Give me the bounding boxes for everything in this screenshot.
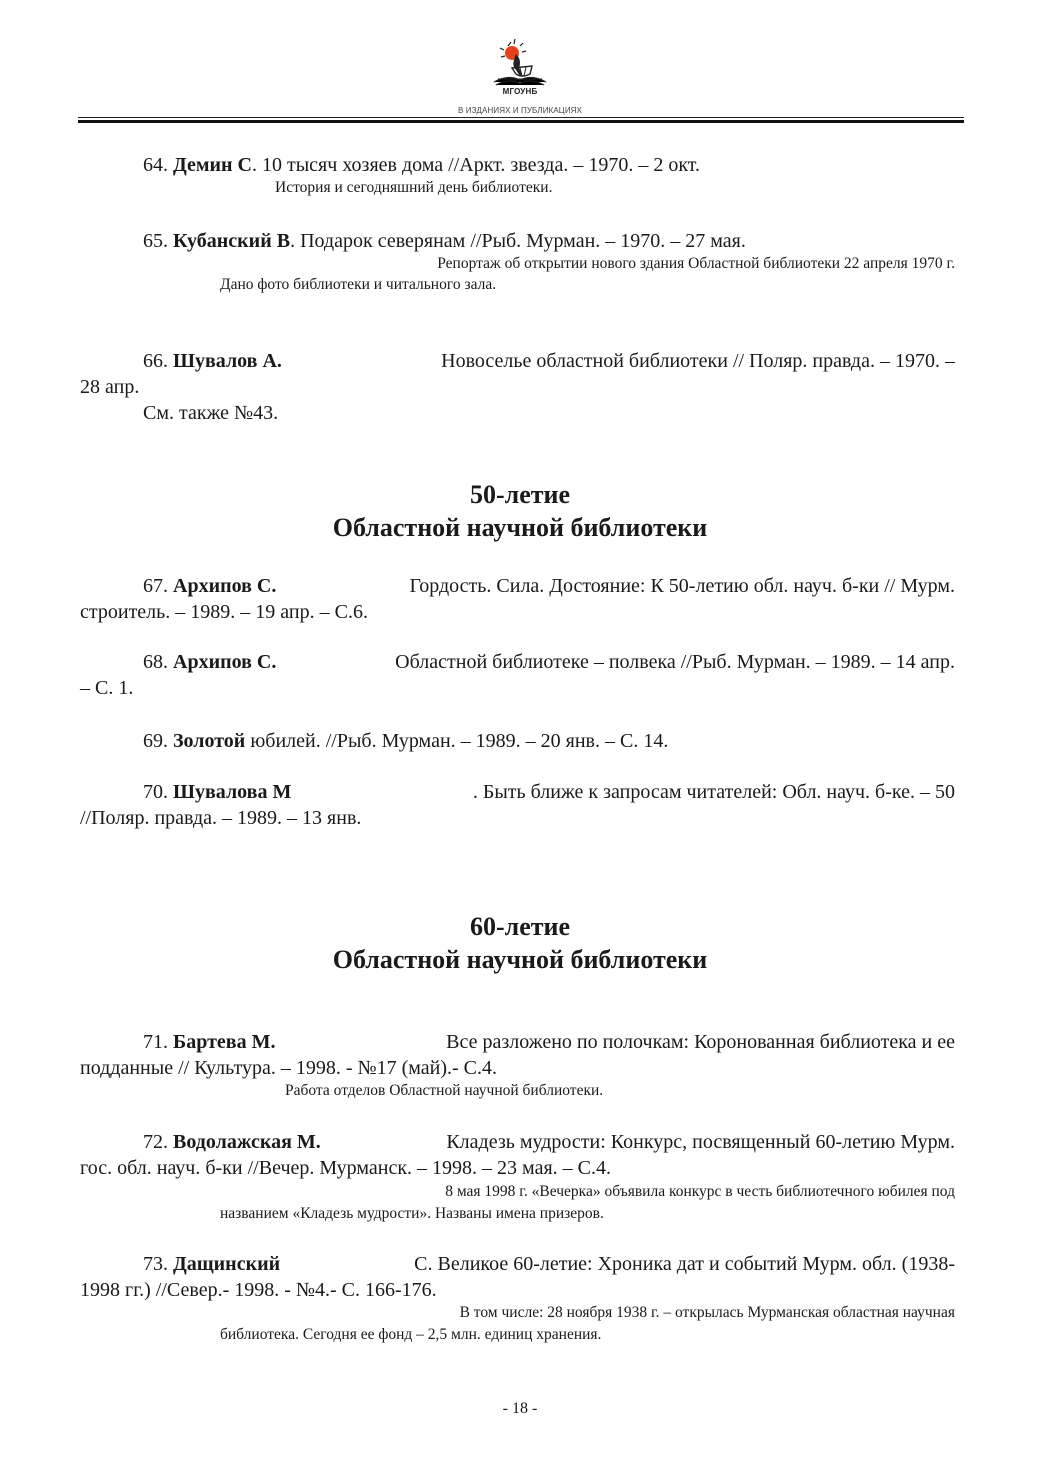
entry-73-line2: 1998 гг.) //Север.- 1998. - №4.- С. 166-176. [80, 1279, 437, 1301]
entry-65-note-line2: Дано фото библиотеки и читального зала. [220, 276, 497, 293]
entry-number: 66. [143, 350, 173, 372]
entry-author: Архипов С. [173, 651, 277, 673]
entry-70-line1 [143, 779, 955, 805]
entry-text: юбилей. //Рыб. Мурман. – 1989. – 20 янв. – С. 14. [245, 730, 669, 752]
entry-author: Бартева М. [173, 1031, 276, 1053]
entry-68-line2: – С. 1. [80, 677, 134, 699]
page-number: - 18 - [502, 1400, 538, 1417]
entry-number: 73. [143, 1253, 173, 1275]
entry-72-line2: гос. обл. науч. б-ки //Вечер. Мурманск. – 1998. – 23 мая. – С.4. [80, 1157, 611, 1179]
entry-64 [143, 152, 700, 178]
entry-author: Архипов С. [173, 575, 277, 597]
entry-author: Дащинский [173, 1253, 281, 1275]
entry-66-line2: 28 апр. [80, 376, 140, 398]
entry-65 [143, 228, 746, 254]
entry-69 [143, 728, 668, 754]
entry-73-note-line2: библиотека. Сегодня ее фонд – 2,5 млн. единиц хранения. [220, 1326, 602, 1343]
entry-66-line1 [143, 348, 955, 374]
logo-text: МГОУНБ [502, 87, 538, 96]
section-heading-50-line2: Областной научной библиотеки [332, 513, 708, 542]
entry-67-line1 [143, 573, 955, 599]
entry-71-line1 [143, 1029, 955, 1055]
entry-number: 69. [143, 730, 173, 752]
entry-68-line1 [143, 649, 955, 675]
entry-number: 70. [143, 781, 173, 803]
entry-text: . Быть ближе к запросам читателей: Обл. науч. б-ке. – 50 [472, 781, 955, 803]
entry-65-note-line1: Репортаж об открытии нового здания Областной библиотеки 22 апреля 1970 г. [437, 255, 955, 272]
entry-73-line1 [143, 1251, 955, 1277]
entry-73-note-line1: В том числе: 28 ноября 1938 г. – открылась Мурманская областная научная [459, 1304, 955, 1321]
entry-number: 64. [143, 154, 173, 176]
entry-author: Шувалова М [173, 781, 292, 803]
entry-text: Все разложено по полочкам: Коронованная библиотека и ее [446, 1031, 955, 1053]
entry-67-line2: строитель. – 1989. – 19 апр. – С.6. [80, 601, 368, 623]
entry-70-line2: //Поляр. правда. – 1989. – 13 янв. [80, 807, 362, 829]
entry-author: Водолажская М. [173, 1131, 321, 1153]
entry-text: Кладезь мудрости: Конкурс, посвященный 60-летию Мурм. [446, 1131, 955, 1153]
entry-text: Гордость. Сила. Достояние: К 50-летию обл. науч. б-ки // Мурм. [409, 575, 955, 597]
entry-author: Шувалов А. [173, 350, 282, 372]
entry-72-note-line1: 8 мая 1998 г. «Вечерка» объявила конкурс в честь библиотечного юбилея под [445, 1183, 955, 1200]
entry-number: 67. [143, 575, 173, 597]
library-logo [486, 38, 554, 90]
entry-72-line1 [143, 1129, 955, 1155]
section-heading-60-line1: 60-летие [469, 912, 571, 941]
entry-text: Новоселье областной библиотеки // Поляр. правда. – 1970. – [441, 350, 955, 372]
section-heading-60-line2: Областной научной библиотеки [332, 945, 708, 974]
logo-emblem-icon [486, 38, 554, 90]
section-heading-50-line1: 50-летие [469, 480, 571, 509]
entry-text: Областной библиотеке – полвека //Рыб. Мурман. – 1989. – 14 апр. [395, 651, 955, 673]
entry-text: . 10 тысяч хозяев дома //Аркт. звезда. – 1970. – 2 окт. [252, 154, 701, 176]
entry-author: Демин С [173, 154, 252, 176]
entry-71-note: Работа отделов Областной научной библиотеки. [285, 1082, 604, 1099]
header-rule-thick [78, 120, 964, 123]
entry-author: Золотой [173, 730, 246, 752]
running-head: В ИЗДАНИЯХ И ПУБЛИКАЦИЯХ [458, 106, 582, 115]
entry-number: 68. [143, 651, 173, 673]
entry-number: 72. [143, 1131, 173, 1153]
entry-text: С. Великое 60-летие: Хроника дат и событий Мурм. обл. (1938- [414, 1253, 955, 1275]
entry-71-line2: подданные // Культура. – 1998. - №17 (май).- С.4. [80, 1057, 498, 1079]
entry-number: 65. [143, 230, 173, 252]
entry-72-note-line2: названием «Кладезь мудрости». Названы имена призеров. [220, 1205, 604, 1222]
entry-author: Кубанский В [173, 230, 291, 252]
entry-number: 71. [143, 1031, 173, 1053]
entry-text: . Подарок северянам //Рыб. Мурман. – 1970. – 27 мая. [290, 230, 746, 252]
entry-66-see-also: См. также №43. [143, 402, 279, 424]
header-rule-thin [78, 117, 964, 118]
entry-64-note: История и сегодняшний день библиотеки. [275, 179, 553, 196]
